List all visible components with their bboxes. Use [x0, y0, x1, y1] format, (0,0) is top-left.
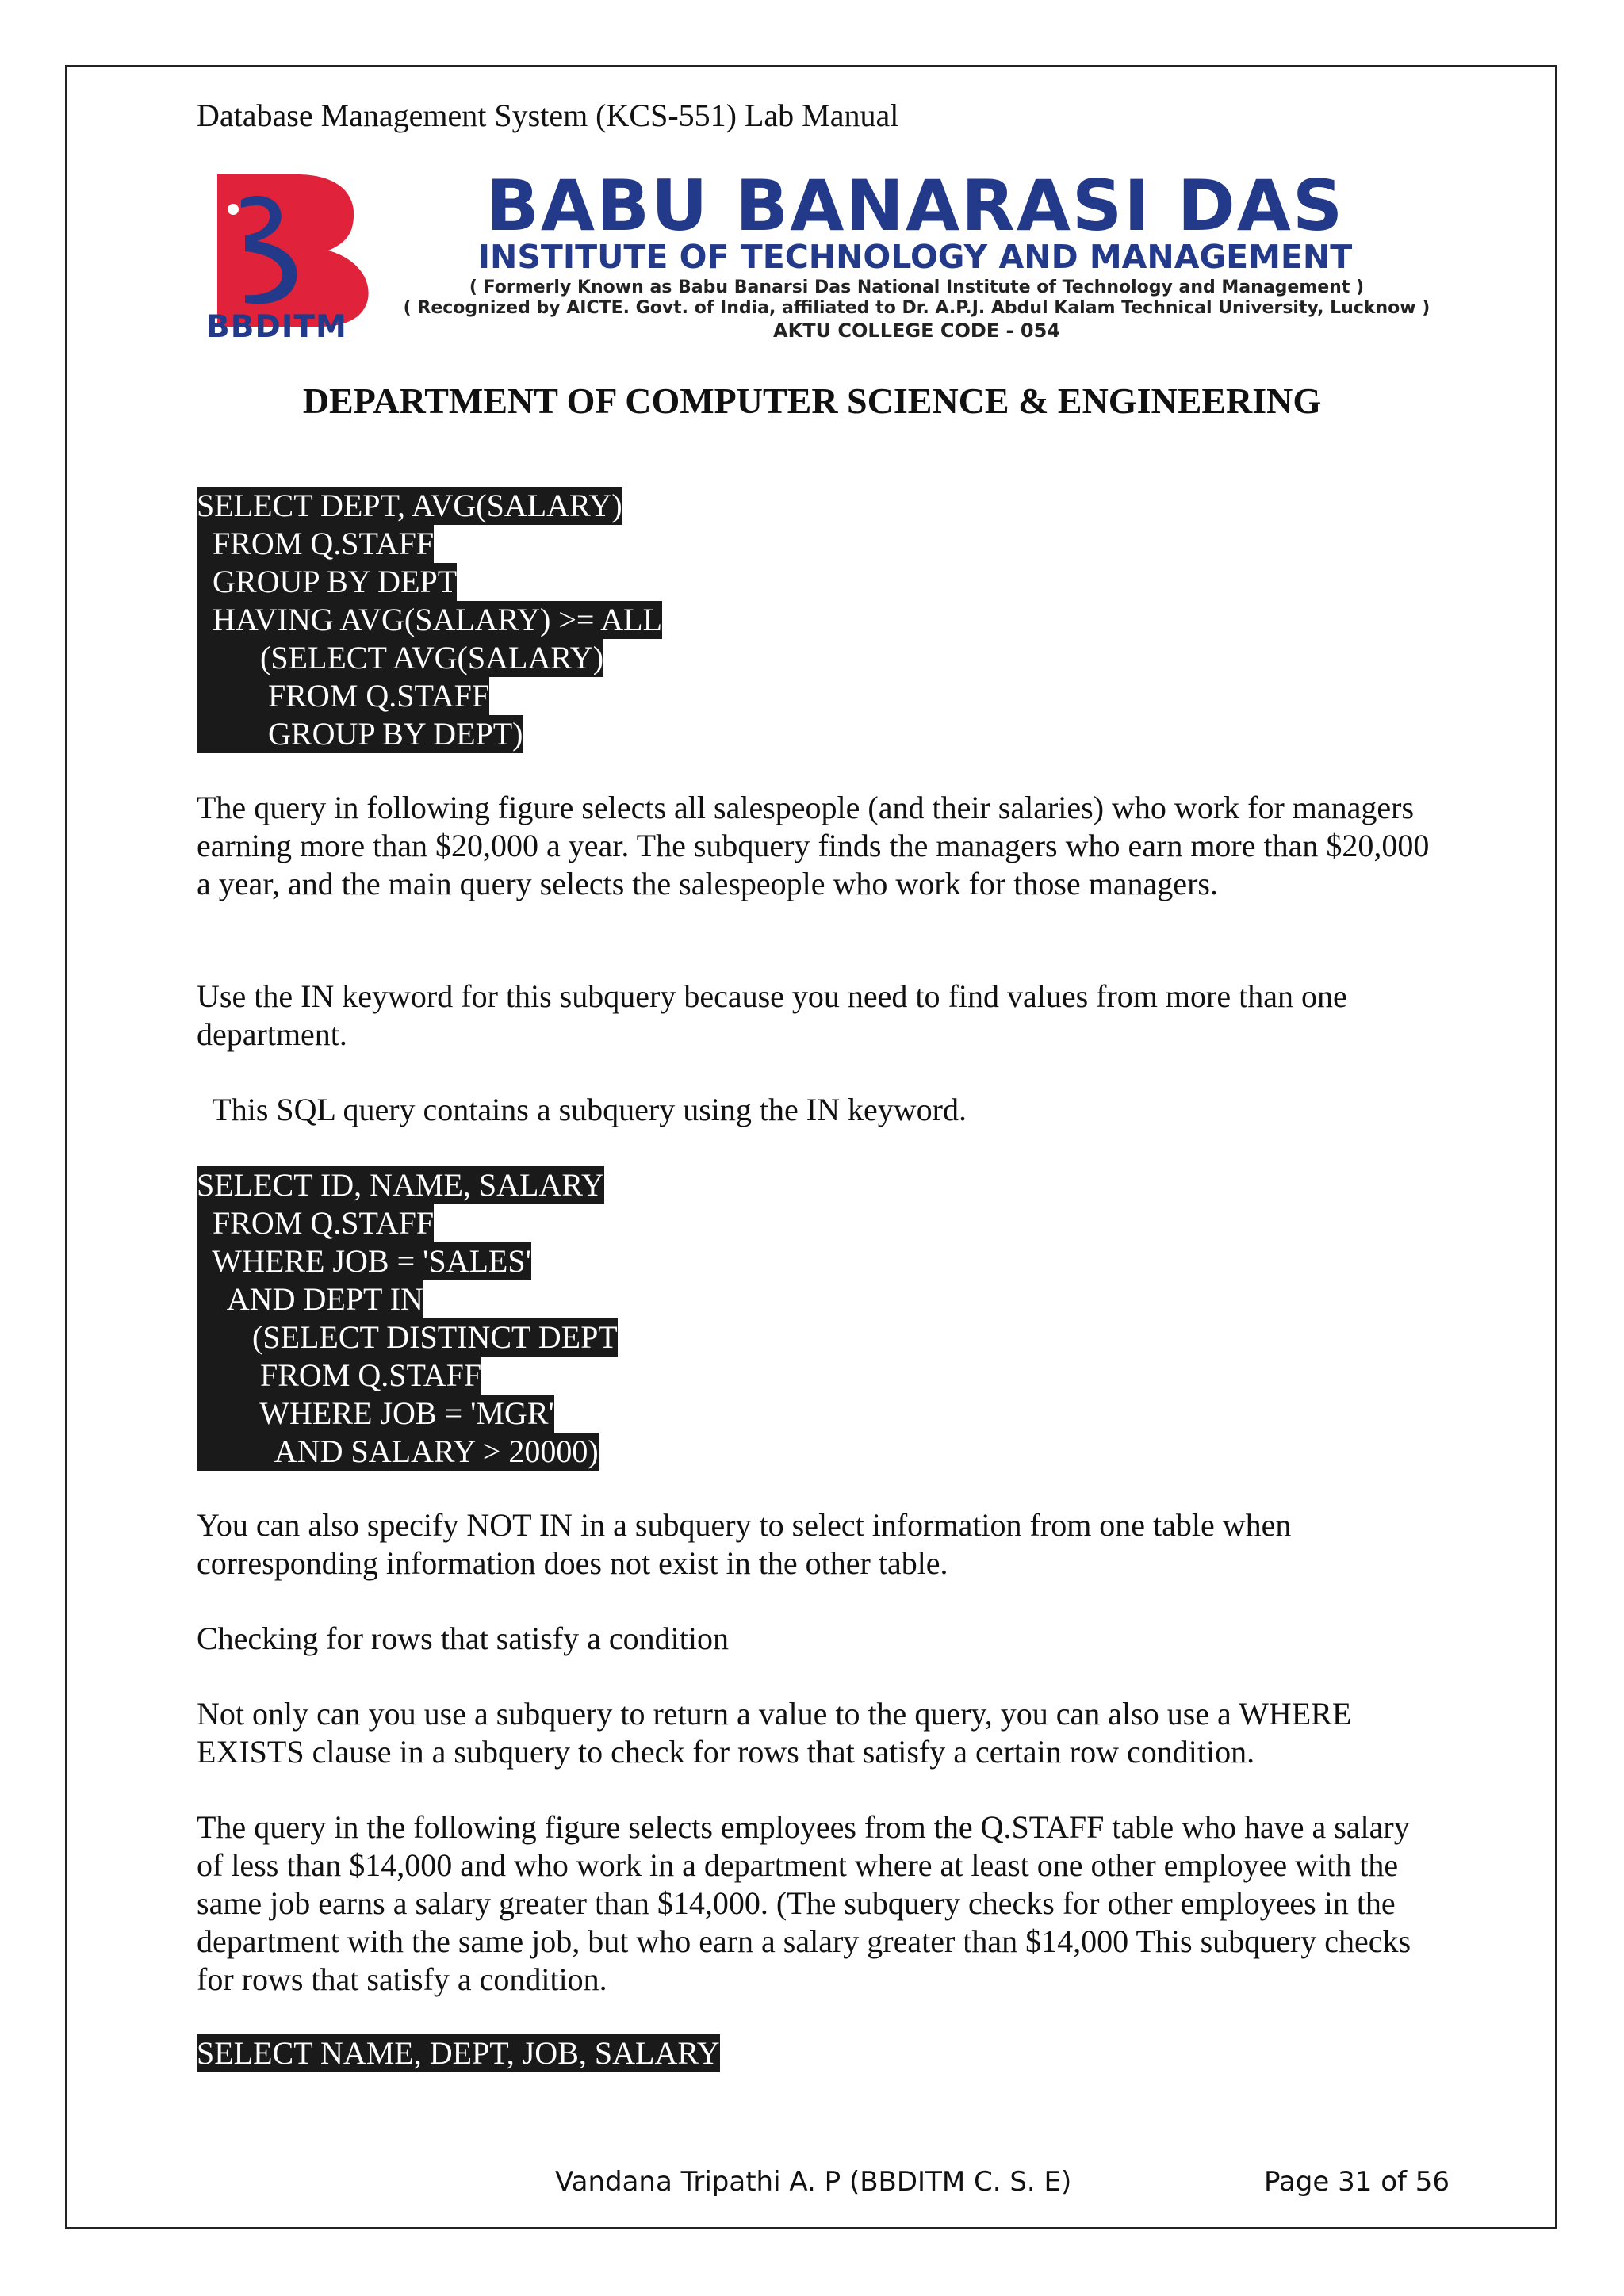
code-block-2 [197, 1166, 618, 1471]
institute-recognition: ( Recognized by AICTE. Govt. of India, affiliated to Dr. A.P.J. Abdul Kalam Technical University, Lucknow ) [403, 298, 1431, 318]
footer-author: Vandana Tripathi A. P (BBDITM C. S. E) [555, 2166, 1072, 2198]
code-block-3 [197, 2034, 720, 2072]
paragraph-exists-example: The query in the following figure selects employees from the Q.STAFF table who have a salary of less than $14,000 and who work in a department where at least one other employee with the same job earns a salary greater than $14,000. (The subquery checks for other employees in the department with the same job, but who earn a salary greater than $14,000 This subquery checks for rows that satisfy a condition. [197, 1809, 1411, 1997]
institute-subtitle: INSTITUTE OF TECHNOLOGY AND MANAGEMENT [477, 238, 1353, 276]
code-block-1 [197, 487, 662, 753]
code-line: SELECT DEPT, AVG(SALARY) [197, 488, 622, 523]
code-line: AND DEPT IN [197, 1281, 423, 1317]
code-line: FROM Q.STAFF [197, 1205, 435, 1241]
paragraph-subquery-intro: The query in following figure selects all salespeople (and their salaries) who work for managers earning more than $20,000 a year. The subquery finds the managers who earn more than $20,000 a year, and the main query selects the salespeople who work for those managers. [197, 790, 1430, 901]
code-line: HAVING AVG(SALARY) >= ALL [197, 602, 663, 637]
code-line: SELECT NAME, DEPT, JOB, SALARY [197, 2035, 720, 2071]
paragraph-in-keyword: Use the IN keyword for this subquery because you need to find values from more than one department. [197, 978, 1347, 1052]
code-line: FROM Q.STAFF [197, 678, 490, 714]
paragraph-not-in: You can also specify NOT IN in a subquery to select information from one table when corresponding information does not exist in the other table. [197, 1507, 1292, 1581]
code-line: (SELECT AVG(SALARY) [197, 640, 604, 675]
code-line: FROM Q.STAFF [197, 1357, 482, 1393]
code-line: SELECT ID, NAME, SALARY [197, 1167, 604, 1203]
code-line: GROUP BY DEPT [197, 564, 458, 599]
code-line: AND SALARY > 20000) [197, 1433, 599, 1469]
paragraph-checking-rows-heading: Checking for rows that satisfy a condition [197, 1621, 729, 1656]
institute-former-name: ( Formerly Known as Babu Banarsi Das National Institute of Technology and Management ) [469, 277, 1365, 297]
department-title: DEPARTMENT OF COMPUTER SCIENCE & ENGINEERING [302, 381, 1322, 421]
code-line: GROUP BY DEPT) [197, 716, 523, 752]
college-code: AKTU COLLEGE CODE - 054 [773, 320, 1060, 342]
paragraph-where-exists: Not only can you use a subquery to return a value to the query, you can also use a WHERE EXISTS clause in a subquery to check for rows that satisfy a certain row condition. [197, 1696, 1352, 1770]
logo-text: BBDITM [206, 309, 347, 345]
code-line: FROM Q.STAFF [197, 526, 435, 561]
running-header: Database Management System (KCS-551) Lab Manual [197, 98, 899, 133]
code-line: WHERE JOB = 'MGR' [197, 1395, 554, 1431]
letterhead [201, 165, 1431, 346]
paragraph-in-query-caption: This SQL query contains a subquery using the IN keyword. [197, 1092, 967, 1127]
institute-name: BABU BANARASI DAS [485, 165, 1345, 247]
code-line: (SELECT DISTINCT DEPT [197, 1319, 618, 1355]
code-line: WHERE JOB = 'SALES' [197, 1243, 531, 1279]
footer-page-number: Page 31 of 56 [1264, 2166, 1450, 2198]
